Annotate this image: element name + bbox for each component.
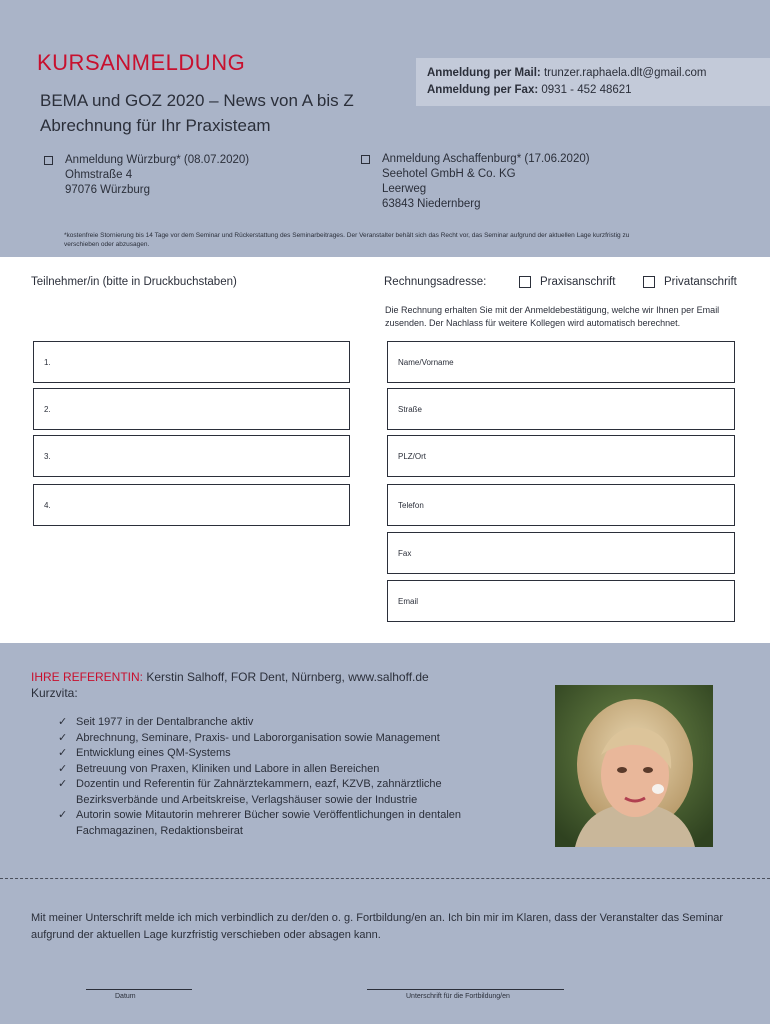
referent-photo: [555, 685, 713, 847]
fax-label: Anmeldung per Fax:: [427, 84, 539, 96]
list-item: ✓ Seit 1977 in der Dentalbranche aktiv: [58, 715, 508, 731]
footnote: *kostenfreie Stornierung bis 14 Tage vor dem Seminar und Rückerstattung des Seminarbeitrages. Der Veranstalter behält sich das Recht vor, das Seminar aufgrund der aktuellen Lage kurzfristig zu verschieben oder abzusagen.: [64, 232, 630, 248]
billing-label: Rechnungsadresse:: [384, 276, 487, 288]
billing-name-field[interactable]: Name/Vorname: [387, 341, 735, 383]
location-checkbox-aschaffenburg[interactable]: [361, 155, 370, 164]
billing-checkbox-praxis[interactable]: [519, 276, 531, 288]
location-label: Anmeldung Aschaffenburg* (17.06.2020): [382, 153, 590, 165]
list-item: ✓ Betreuung von Praxen, Kliniken und Labore in allen Bereichen: [58, 762, 508, 778]
participant-field-1[interactable]: 1.: [33, 341, 350, 383]
billing-street-field[interactable]: Straße: [387, 388, 735, 430]
location-address-line: Ohmstraße 4: [65, 169, 133, 181]
list-item: ✓ Entwicklung eines QM-Systems: [58, 746, 508, 762]
billing-option-label: Privatanschrift: [664, 276, 737, 288]
check-icon: ✓: [58, 762, 68, 775]
kurzvita-label: Kurzvita:: [31, 686, 78, 700]
check-icon: ✓: [58, 809, 68, 821]
billing-checkbox-privat[interactable]: [643, 276, 655, 288]
list-item: ✓ Abrechnung, Seminare, Praxis- und Labororganisation sowie Management: [58, 731, 508, 747]
participant-field-4[interactable]: 4.: [33, 484, 350, 526]
kurzvita-list: [58, 715, 508, 839]
referent-heading-label: IHRE REFERENTIN:: [31, 670, 144, 684]
cut-line: [0, 878, 770, 879]
mail-label: Anmeldung per Mail:: [427, 67, 541, 79]
check-icon: ✓: [58, 716, 68, 728]
billing-option-praxis[interactable]: [540, 276, 615, 288]
referent-heading: [31, 669, 429, 685]
check-icon: ✓: [58, 747, 68, 759]
list-item: ✓ Autorin sowie Mitautorin mehrerer Bücher sowie Veröffentlichungen in dentalen Fachmagazinen, Redaktionsbeirat: [58, 809, 462, 837]
participants-label: Teilnehmer/in (bitte in Druckbuchstaben): [31, 276, 237, 288]
location-address-line: 63843 Niedernberg: [382, 198, 481, 210]
signature-label: Unterschrift für die Fortbildung/en: [406, 993, 510, 1000]
participant-field-2[interactable]: 2.: [33, 388, 350, 430]
location-aschaffenburg: [382, 152, 590, 212]
date-label: Datum: [115, 993, 136, 1000]
fax-value: 0931 - 452 48621: [541, 84, 632, 96]
mail-value[interactable]: trunzer.raphaela.dlt@gmail.com: [543, 67, 707, 79]
billing-note: Die Rechnung erhalten Sie mit der Anmeldebestätigung, welche wir Ihnen per Email zusenden. Der Nachlass für weitere Kollegen wird automatisch berechnet.: [385, 305, 720, 328]
billing-option-privat[interactable]: [664, 276, 737, 288]
page-title: KURSANMELDUNG: [37, 50, 246, 75]
check-icon: ✓: [58, 778, 68, 790]
signature-line[interactable]: [367, 989, 564, 990]
billing-phone-field[interactable]: Telefon: [387, 484, 735, 526]
billing-option-label: Praxisanschrift: [540, 276, 616, 288]
location-wuerzburg: [65, 153, 249, 198]
signature-declaration: Mit meiner Unterschrift melde ich mich verbindlich zu der/den o. g. Fortbildung/en an. Ich bin mir im Klaren, dass der Veranstalter das Seminar aufgrund der aktuellen Lage kurzfristig verschieben oder absagen kann.: [31, 912, 724, 941]
course-title: BEMA und GOZ 2020 – News von A bis Z Abrechnung für Ihr Praxisteam: [40, 91, 354, 135]
contact-box: [416, 58, 770, 106]
location-address-line: Leerweg: [382, 183, 427, 195]
date-line[interactable]: [86, 989, 192, 990]
list-item: ✓ Dozentin und Referentin für Zahnärztekammern, eazf, KZVB, zahnärztliche Bezirksverbände und Arbeitskreise, Verlagshäuser sowie der Industrie: [58, 778, 442, 806]
referent-name: Kerstin Salhoff, FOR Dent, Nürnberg, www.salhoff.de: [146, 670, 429, 684]
billing-email-field[interactable]: Email: [387, 580, 735, 622]
location-label: Anmeldung Würzburg* (08.07.2020): [65, 154, 250, 166]
participant-field-3[interactable]: 3.: [33, 435, 350, 477]
location-address-line: 97076 Würzburg: [65, 184, 151, 196]
location-checkbox-wuerzburg[interactable]: [44, 156, 53, 165]
billing-fax-field[interactable]: Fax: [387, 532, 735, 574]
check-icon: ✓: [58, 731, 68, 744]
billing-zip-city-field[interactable]: PLZ/Ort: [387, 435, 735, 477]
location-address-line: Seehotel GmbH & Co. KG: [382, 168, 516, 180]
